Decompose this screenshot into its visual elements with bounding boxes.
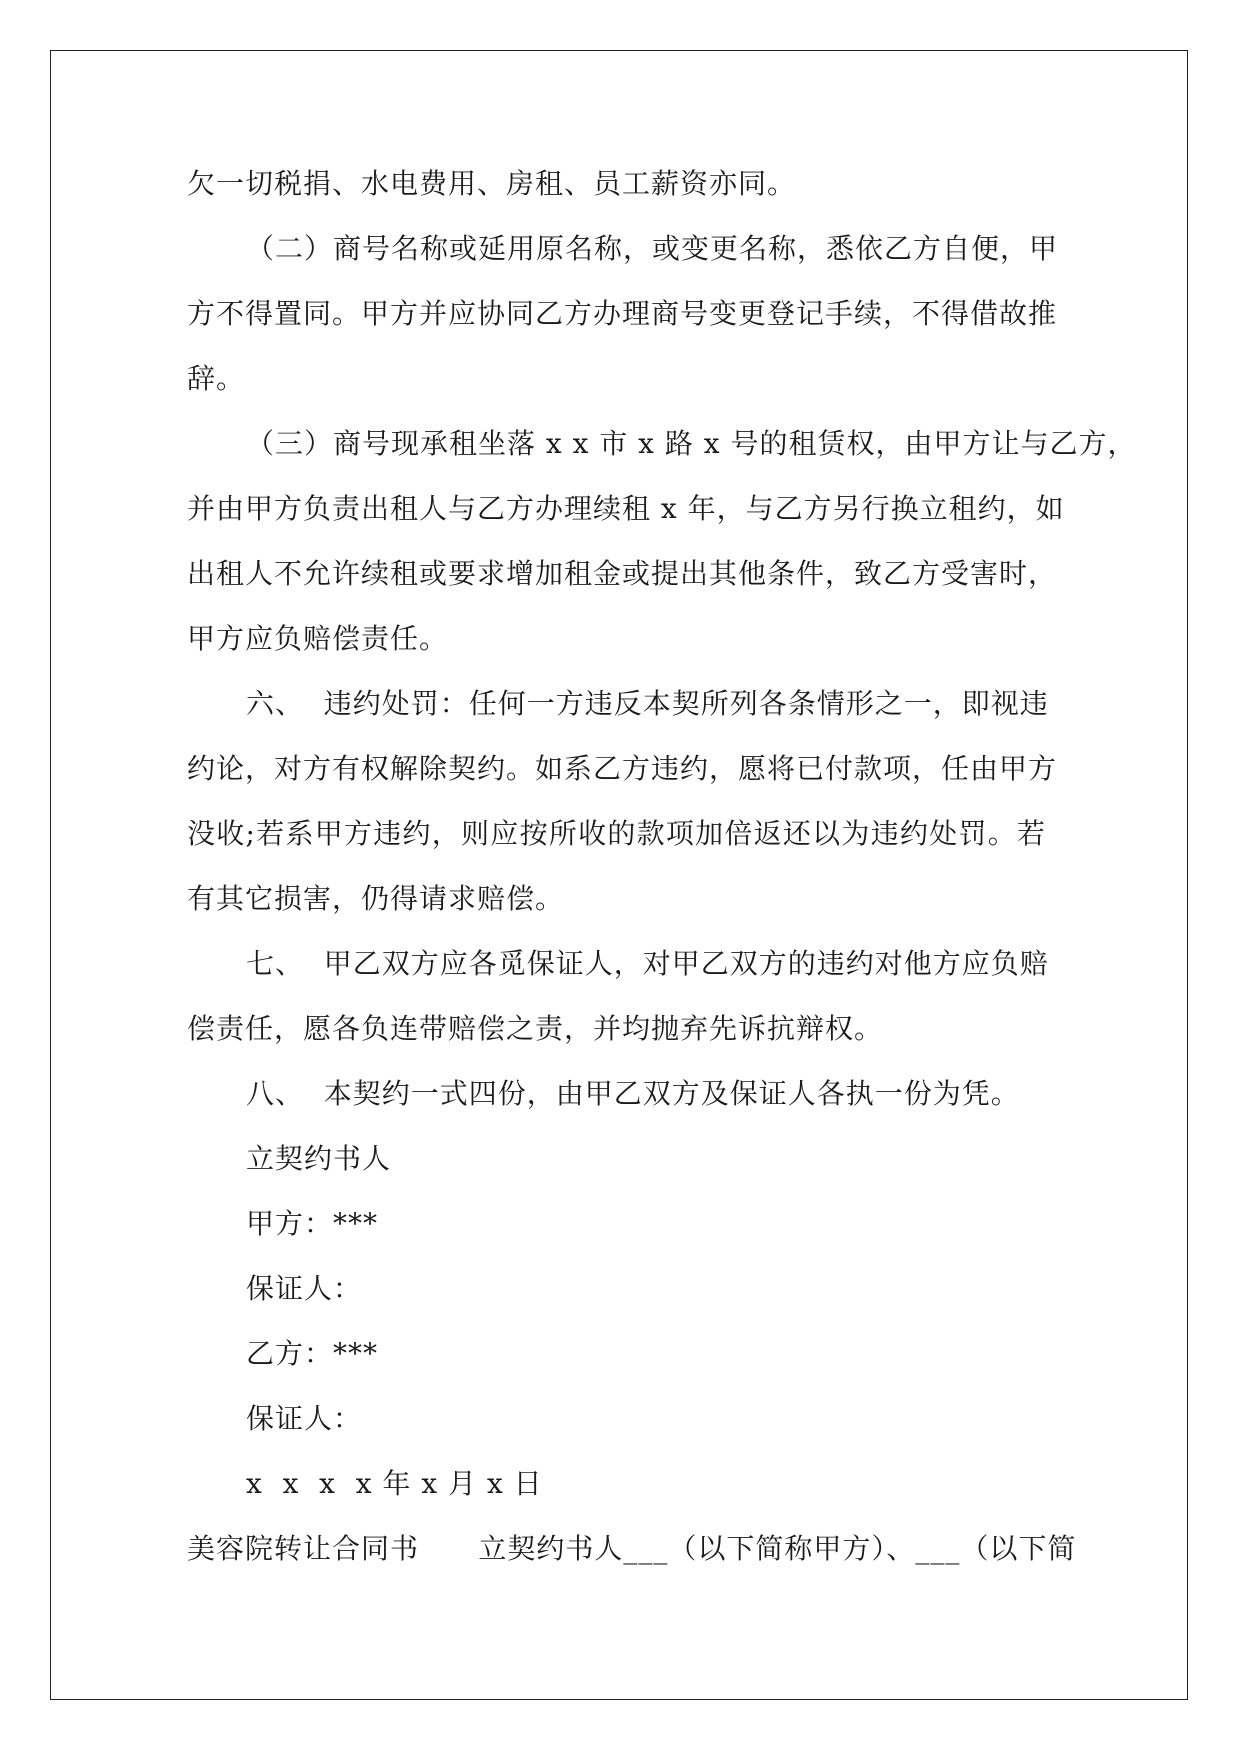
clause-3-line-2: 并由甲方负责出租人与乙方办理续租 x 年，与乙方另行换立租约，如 [187,492,1065,525]
article-7-line-1: 七、 甲乙双方应各觅保证人，对甲乙双方的违约对他方应负赔 [246,947,1049,980]
clause-3-line-3: 出租人不允许续租或要求增加租金或提出其他条件，致乙方受害时， [187,557,1058,590]
article-7-line-2: 偿责任，愿各负连带赔偿之责，并均抛弃先诉抗辩权。 [187,1012,884,1045]
article-6-line-2: 约论，对方有权解除契约。如系乙方违约，愿将已付款项，任由甲方 [187,752,1058,785]
signatory-heading: 立契约书人 [246,1142,392,1175]
article-6-line-3: 没收;若系甲方违约，则应按所收的款项加倍返还以为违约处罚。若 [187,817,1046,850]
clause-2-line-1: （二）商号名称或延用原名称，或变更名称，悉依乙方自便，甲 [246,232,1059,265]
party-b-field: 乙方：*** [246,1337,379,1370]
article-6-line-1: 六、 违约处罚：任何一方违反本契所列各条情形之一，即视违 [246,687,1049,720]
party-a-field: 甲方：*** [246,1207,379,1240]
clause-2-line-3: 辞。 [187,362,246,395]
text-line-1: 欠一切税捐、水电费用、房租、员工薪资亦同。 [187,167,797,200]
date-field: x x x x 年 x 月 x 日 [246,1467,543,1500]
article-8-line-1: 八、 本契约一式四份，由甲乙双方及保证人各执一份为凭。 [246,1077,1020,1110]
clause-2-line-2: 方不得置同。甲方并应协同乙方办理商号变更登记手续，不得借故推 [187,297,1058,330]
guarantor-a-field: 保证人： [246,1272,363,1305]
guarantor-b-field: 保证人： [246,1402,363,1435]
next-document-heading: 美容院转让合同书 立契约书人___（以下简称甲方）、___（以下简 [187,1532,1077,1565]
article-6-line-4: 有其它损害，仍得请求赔偿。 [187,882,565,915]
clause-3-line-1: （三）商号现承租坐落 x x 市 x 路 x 号的租赁权，由甲方让与乙方， [246,427,1137,460]
clause-3-line-4: 甲方应负赔偿责任。 [187,622,449,655]
